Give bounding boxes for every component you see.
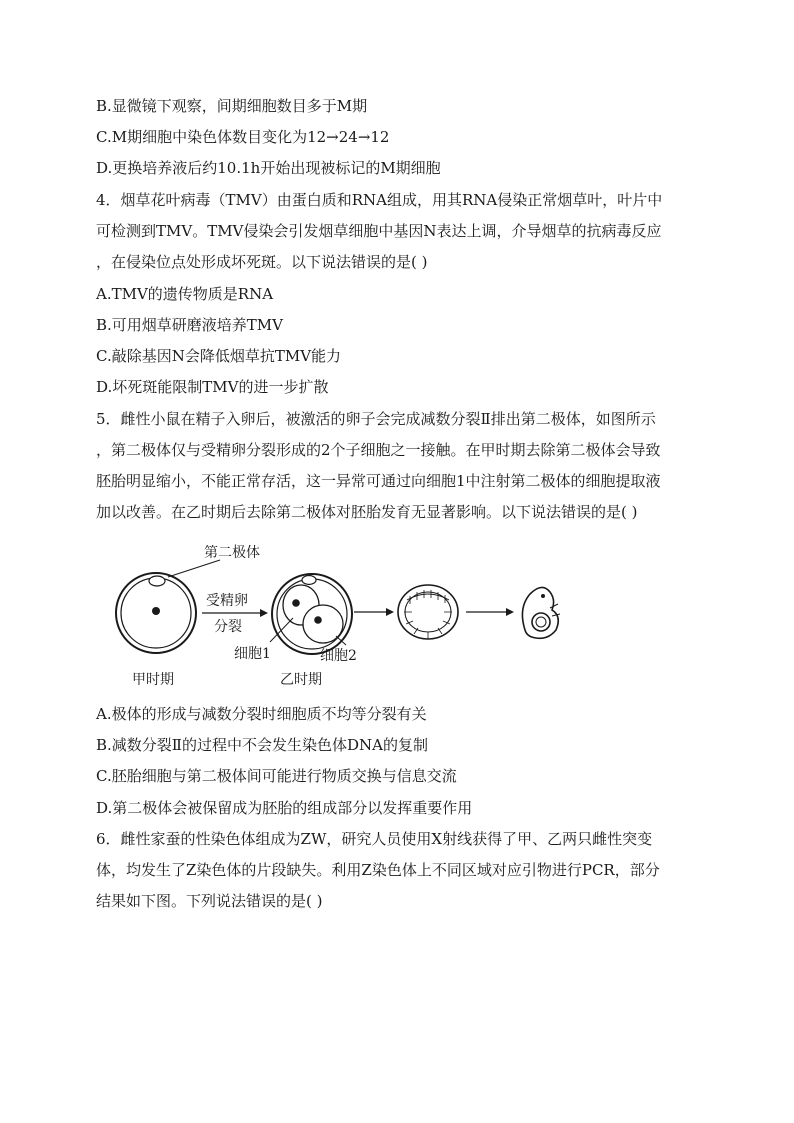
egg-cell-stage-a (116, 573, 196, 653)
q4-stem-line3: ，在侵染位点处形成坏死斑。以下说法错误的是( ) (96, 253, 428, 271)
q5-stem-line2: ，第二极体仅与受精卵分裂形成的2个子细胞之一接触。在甲时期去除第二极体会导致 (96, 441, 661, 459)
q4-stem-line2: 可检测到TMV。TMV侵染会引发烟草细胞中基因N表达上调，介导烟草的抗病毒反应 (96, 222, 662, 240)
label-cell-1: 细胞1 (234, 646, 271, 662)
q6-stem-line2: 体，均发生了Z染色体的片段缺失。利用Z染色体上不同区域对应引物进行PCR，部分 (96, 861, 660, 879)
label-second-polar-body: 第二极体 (204, 545, 260, 561)
q5-figure (110, 538, 580, 690)
q3-option-d: D.更换培养液后约10.1h开始出现被标记的M期细胞 (96, 159, 441, 177)
q5-option-b: B.减数分裂Ⅱ的过程中不会发生染色体DNA的复制 (96, 736, 428, 754)
q5-stem-line4: 加以改善。在乙时期后去除第二极体对胚胎发育无显著影响。以下说法错误的是( ) (96, 503, 638, 521)
q4-option-c: C.敲除基因N会降低烟草抗TMV能力 (96, 347, 342, 365)
q3-option-c: C.M期细胞中染色体数目变化为12→24→12 (96, 128, 390, 146)
q6-stem-line3: 结果如下图。下列说法错误的是( ) (96, 892, 323, 910)
q3-option-b: B.显微镜下观察，间期细胞数目多于M期 (96, 97, 368, 115)
label-cell-2: 细胞2 (320, 648, 357, 664)
fetus (522, 587, 560, 638)
q5-option-d: D.第二极体会被保留成为胚胎的组成部分以发挥重要作用 (96, 799, 473, 817)
q5-option-a: A.极体的形成与减数分裂时细胞质不均等分裂有关 (96, 705, 427, 723)
q4-stem-line1: 4．烟草花叶病毒（TMV）由蛋白质和RNA组成，用其RNA侵染正常烟草叶，叶片中 (96, 191, 663, 209)
q4-option-d: D.坏死斑能限制TMV的进一步扩散 (96, 378, 329, 396)
label-arrow-division: 分裂 (214, 619, 242, 635)
label-stage-b: 乙时期 (280, 672, 322, 688)
two-cell-embryo-stage-b (272, 574, 352, 654)
q5-option-c: C.胚胎细胞与第二极体间可能进行物质交换与信息交流 (96, 767, 457, 785)
q4-option-b: B.可用烟草研磨液培养TMV (96, 316, 283, 334)
q5-stem-line3: 胚胎明显缩小，不能正常存活，这一异常可通过向细胞1中注射第二极体的细胞提取液 (96, 472, 661, 490)
q4-option-a: A.TMV的遗传物质是RNA (96, 285, 274, 303)
label-arrow-fertilized-egg: 受精卵 (206, 593, 248, 609)
q6-stem-line1: 6．雌性家蚕的性染色体组成为ZW，研究人员使用X射线获得了甲、乙两只雌性突变 (96, 830, 653, 848)
blastocyst (398, 585, 458, 639)
q5-stem-line1: 5．雌性小鼠在精子入卵后，被激活的卵子会完成减数分裂Ⅱ排出第二极体，如图所示 (96, 410, 656, 428)
label-stage-a: 甲时期 (132, 672, 174, 688)
